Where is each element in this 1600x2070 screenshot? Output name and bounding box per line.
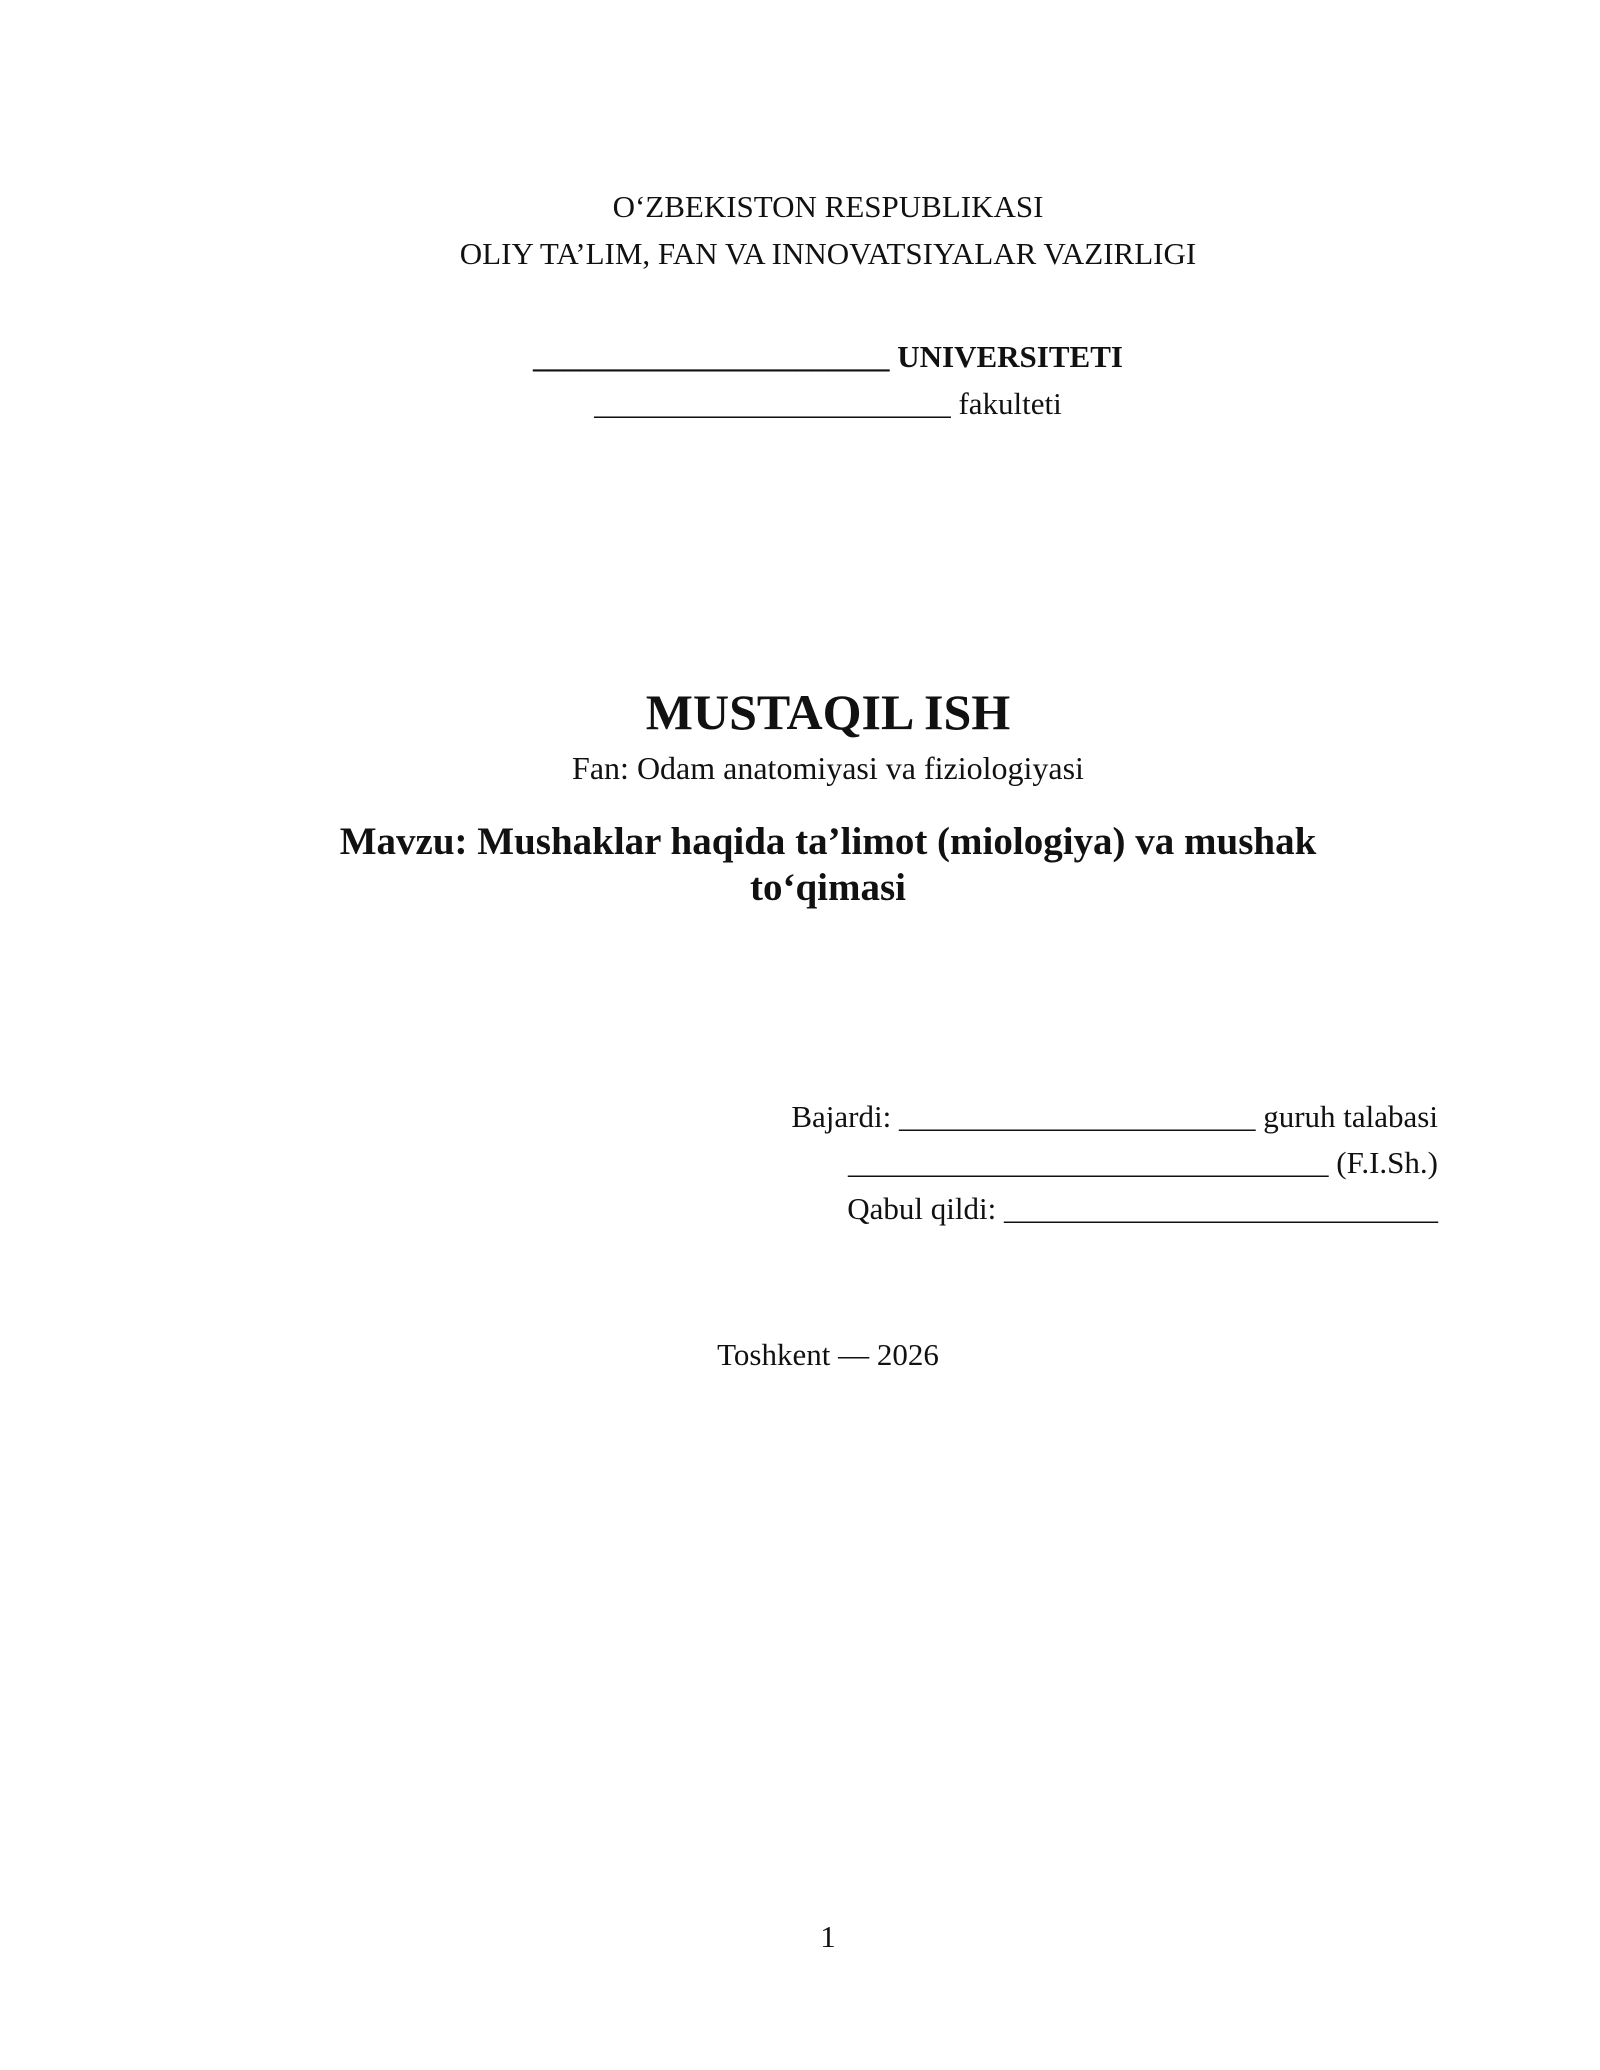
university-line: _______________________ UNIVERSITETI <box>533 339 1123 374</box>
document-title: MUSTAQIL ISH <box>645 684 1011 740</box>
accepted-by-line: Qabul qildi: ____________________________ <box>847 1191 1438 1226</box>
city-year: Toshkent — 2026 <box>717 1337 939 1372</box>
topic-line-1: Mavzu: Mushaklar haqida ta’limot (miologiya) va mushak <box>339 820 1317 863</box>
ministry-heading: OLIY TA’LIM, FAN VA INNOVATSIYALAR VAZIRLIGI <box>459 236 1197 271</box>
performed-by-line: Bajardi: _______________________ guruh talabasi <box>791 1099 1438 1134</box>
topic-line-2: to‘qimasi <box>750 866 906 909</box>
faculty-line: _______________________ fakulteti <box>594 386 1062 421</box>
subject-line: Fan: Odam anatomiyasi va fiziologiyasi <box>572 750 1084 786</box>
page-number: 1 <box>820 1919 836 1954</box>
full-name-line: _______________________________ (F.I.Sh.) <box>848 1145 1438 1180</box>
republic-heading: O‘ZBEKISTON RESPUBLIKASI <box>612 189 1044 224</box>
